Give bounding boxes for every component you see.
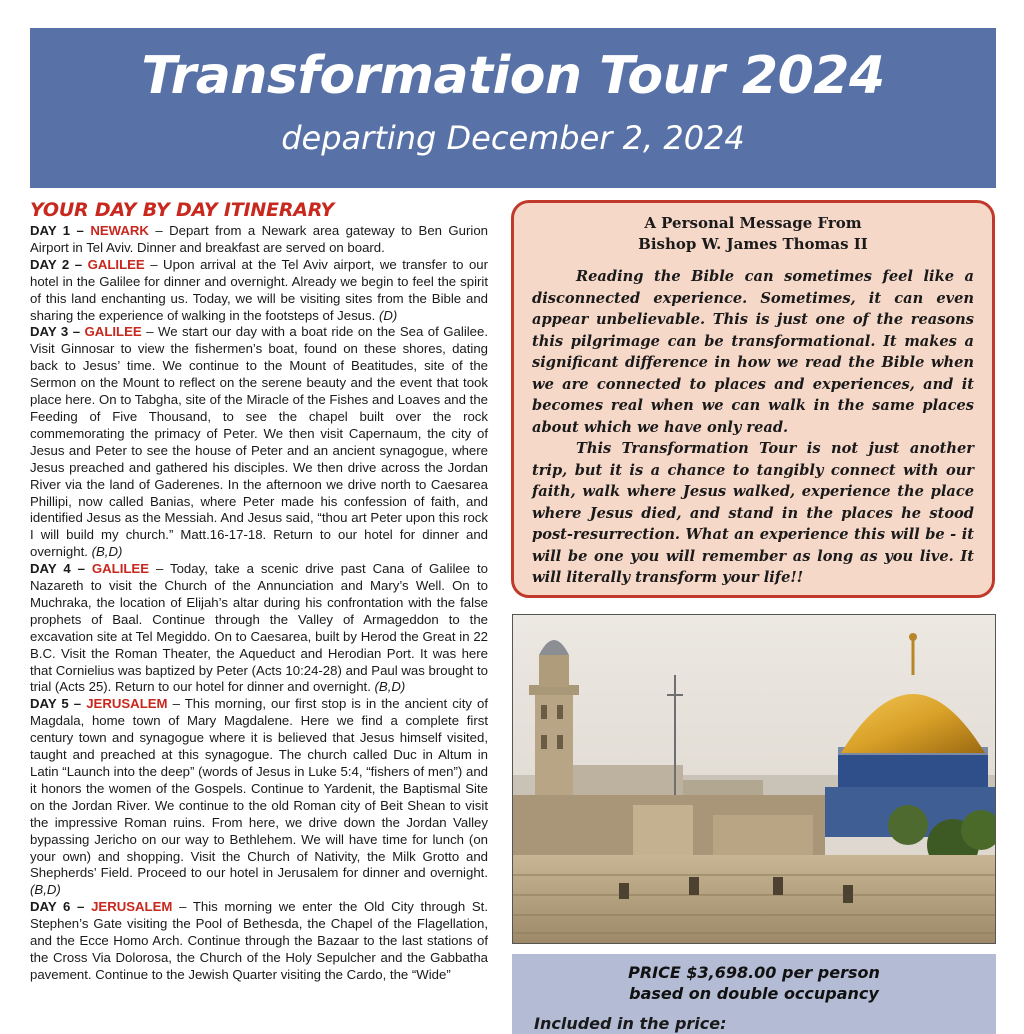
message-heading-line: A Personal Message From bbox=[644, 214, 862, 232]
itinerary-day bbox=[30, 899, 488, 984]
price-box bbox=[512, 954, 996, 1034]
day-meals: (D) bbox=[378, 307, 398, 323]
day-meals: (B,D) bbox=[374, 679, 406, 695]
day-label: DAY 1 – bbox=[30, 223, 84, 238]
dome-of-the-rock-photo bbox=[512, 614, 996, 944]
itinerary-day bbox=[30, 696, 488, 899]
itinerary-day bbox=[30, 223, 488, 257]
tour-title: Transformation Tour 2024 bbox=[141, 46, 885, 106]
price-amount: PRICE $3,698.00 per person bbox=[628, 963, 880, 982]
itinerary-day bbox=[30, 324, 488, 561]
day-text: – We start our day with a boat ride on the Sea of Galilee. Visit Ginnosar to view the fishermen’s boat, found on these shores, dating back to Jesus’ time. We continue to the Mount of Beatitudes, site of the Sermon on the Mount to reflect on the serene beauty and the event that took place here. On to Tabgha, site of the Miracle of the Fishes and Loaves and the Feeding of Five Thousand, to see the chapel built over the rock commemorating the primacy of Peter. We then visit Capernaum, the city of Jesus and Peter to see the house of Peter and an ancient synagogue, where Jesus preached and gathered his disciples. We then drive across the Jordan River via the land of Gaderenes. In the afternoon we drive north to Caesarea Phillipi, now called Banias, where Peter made his confession of faith, and identified Jesus as the Messiah. And Jesus said, “thou art Peter upon this rock I will build my church.” Matt.16-17-18. Return to our hotel for dinner and overnight. bbox=[30, 324, 489, 560]
itinerary-day bbox=[30, 257, 488, 325]
day-text: – Upon arrival at the Tel Aviv airport, we transfer to our hotel in the Galilee for dinner and overnight. Already we begin to feel the spirit of this land enchanting us. Today, we will be visiting sites from the Bible and sharing the experience of walking in the footsteps of Jesus. bbox=[30, 256, 489, 323]
day-city: GALILEE bbox=[87, 256, 145, 272]
itinerary-heading: YOUR DAY BY DAY ITINERARY bbox=[30, 199, 335, 221]
day-city: NEWARK bbox=[90, 223, 149, 238]
title-banner bbox=[30, 28, 996, 188]
day-meals: (B,D) bbox=[30, 882, 61, 898]
personal-message-box bbox=[511, 200, 995, 598]
day-label: DAY 6 – bbox=[30, 899, 85, 915]
day-label: DAY 5 – bbox=[30, 696, 82, 712]
day-label: DAY 2 – bbox=[30, 256, 83, 272]
day-city: JERUSALEM bbox=[91, 899, 173, 915]
day-text: – Today, take a scenic drive past Cana of Galilee to Nazareth to visit the Church of the Annunciation and Mary’s Well. On to Muchraka, the location of Elijah’s altar during his confrontation with the false prophets of Baal. Continue through the Valley of Armageddon to the excavation site at Tel Megiddo. On to Caesarea, built by Herod the Great in 22 B.C. Visit the Roman Theater, the Aqueduct and Herodian Port. It was here that Cornielius was baptized by Peter (Acts 10:24-28) and Paul was brought to trial (Acts 25). Return to our hotel for dinner and overnight. bbox=[30, 561, 488, 695]
itinerary-day bbox=[30, 561, 488, 696]
day-city: JERUSALEM bbox=[86, 696, 168, 712]
photo-illustration bbox=[513, 615, 995, 943]
message-author: Bishop W. James Thomas II bbox=[638, 235, 868, 253]
day-label: DAY 4 – bbox=[30, 561, 85, 577]
message-paragraph: This Transformation Tour is not just another trip, but it is a chance to tangibly connect with our faith, walk where Jesus walked, experience the place where Jesus died, and stand in the places he stood post-resurrection. What an experience this will be - it will be one you will remember as long as you live. It will literally transform your life!! bbox=[532, 440, 974, 586]
day-meals: (B,D) bbox=[91, 544, 123, 560]
day-city: GALILEE bbox=[84, 324, 142, 340]
included-heading: Included in the price: bbox=[534, 1014, 727, 1033]
message-paragraph: Reading the Bible can sometimes feel like a disconnected experience. Sometimes, it can even appear unbelievable. This is just one of the reasons this pilgrimage can be transformational. It makes a significant difference in how we read the Bible when we are connected to places and experiences, and it becomes real when we can walk in the same places about which we have only read. bbox=[532, 268, 974, 436]
message-heading bbox=[532, 213, 974, 255]
day-text: – Depart from a Newark area gateway to Ben Gurion Airport in Tel Aviv. Dinner and breakfast are served on board. bbox=[30, 223, 488, 255]
departure-date: departing December 2, 2024 bbox=[281, 119, 745, 157]
day-label: DAY 3 – bbox=[30, 324, 81, 340]
day-city: GALILEE bbox=[91, 561, 150, 577]
day-text: – This morning, our first stop is in the ancient city of Magdala, home town of Mary Magdalene. Here we find a complete first century town and synagogue where it is believed that Jesus himself visited, taught and preached at this synagogue. The church called Duc in Altum in Latin “Launch into the deep” (words of Jesus in Luke 5:4, “fishers of men”) and it honors the women of the Gospels. Continue to Yardenit, the Baptismal Site on the Jordan River. We continue to the old Roman city of Beit Shean to visit the impressive Roman ruins. From here, we drive down the Jordan Valley bypassing Jericho on our way to Bethlehem. We will have time for lunch (on your own) and shopping. Visit the Church of Nativity, the Milk Grotto and Shepherds’ Field. Proceed to our hotel in Jerusalem for dinner and overnight. bbox=[30, 696, 489, 881]
itinerary-column bbox=[30, 197, 488, 984]
day-text: – This morning we enter the Old City through St. Stephen’s Gate visiting the Pool of Bethesda, the Chapel of the Flagellation, and the Ecce Homo Arch. Continue through the Bazaar to the last stations of the Cross Via Dolorosa, the Church of the Holy Sepulcher and the Gabbatha pavement. Continue to the Jewish Quarter visiting the Cardo, the “Wide” bbox=[30, 899, 489, 982]
price-occupancy: based on double occupancy bbox=[629, 984, 879, 1003]
